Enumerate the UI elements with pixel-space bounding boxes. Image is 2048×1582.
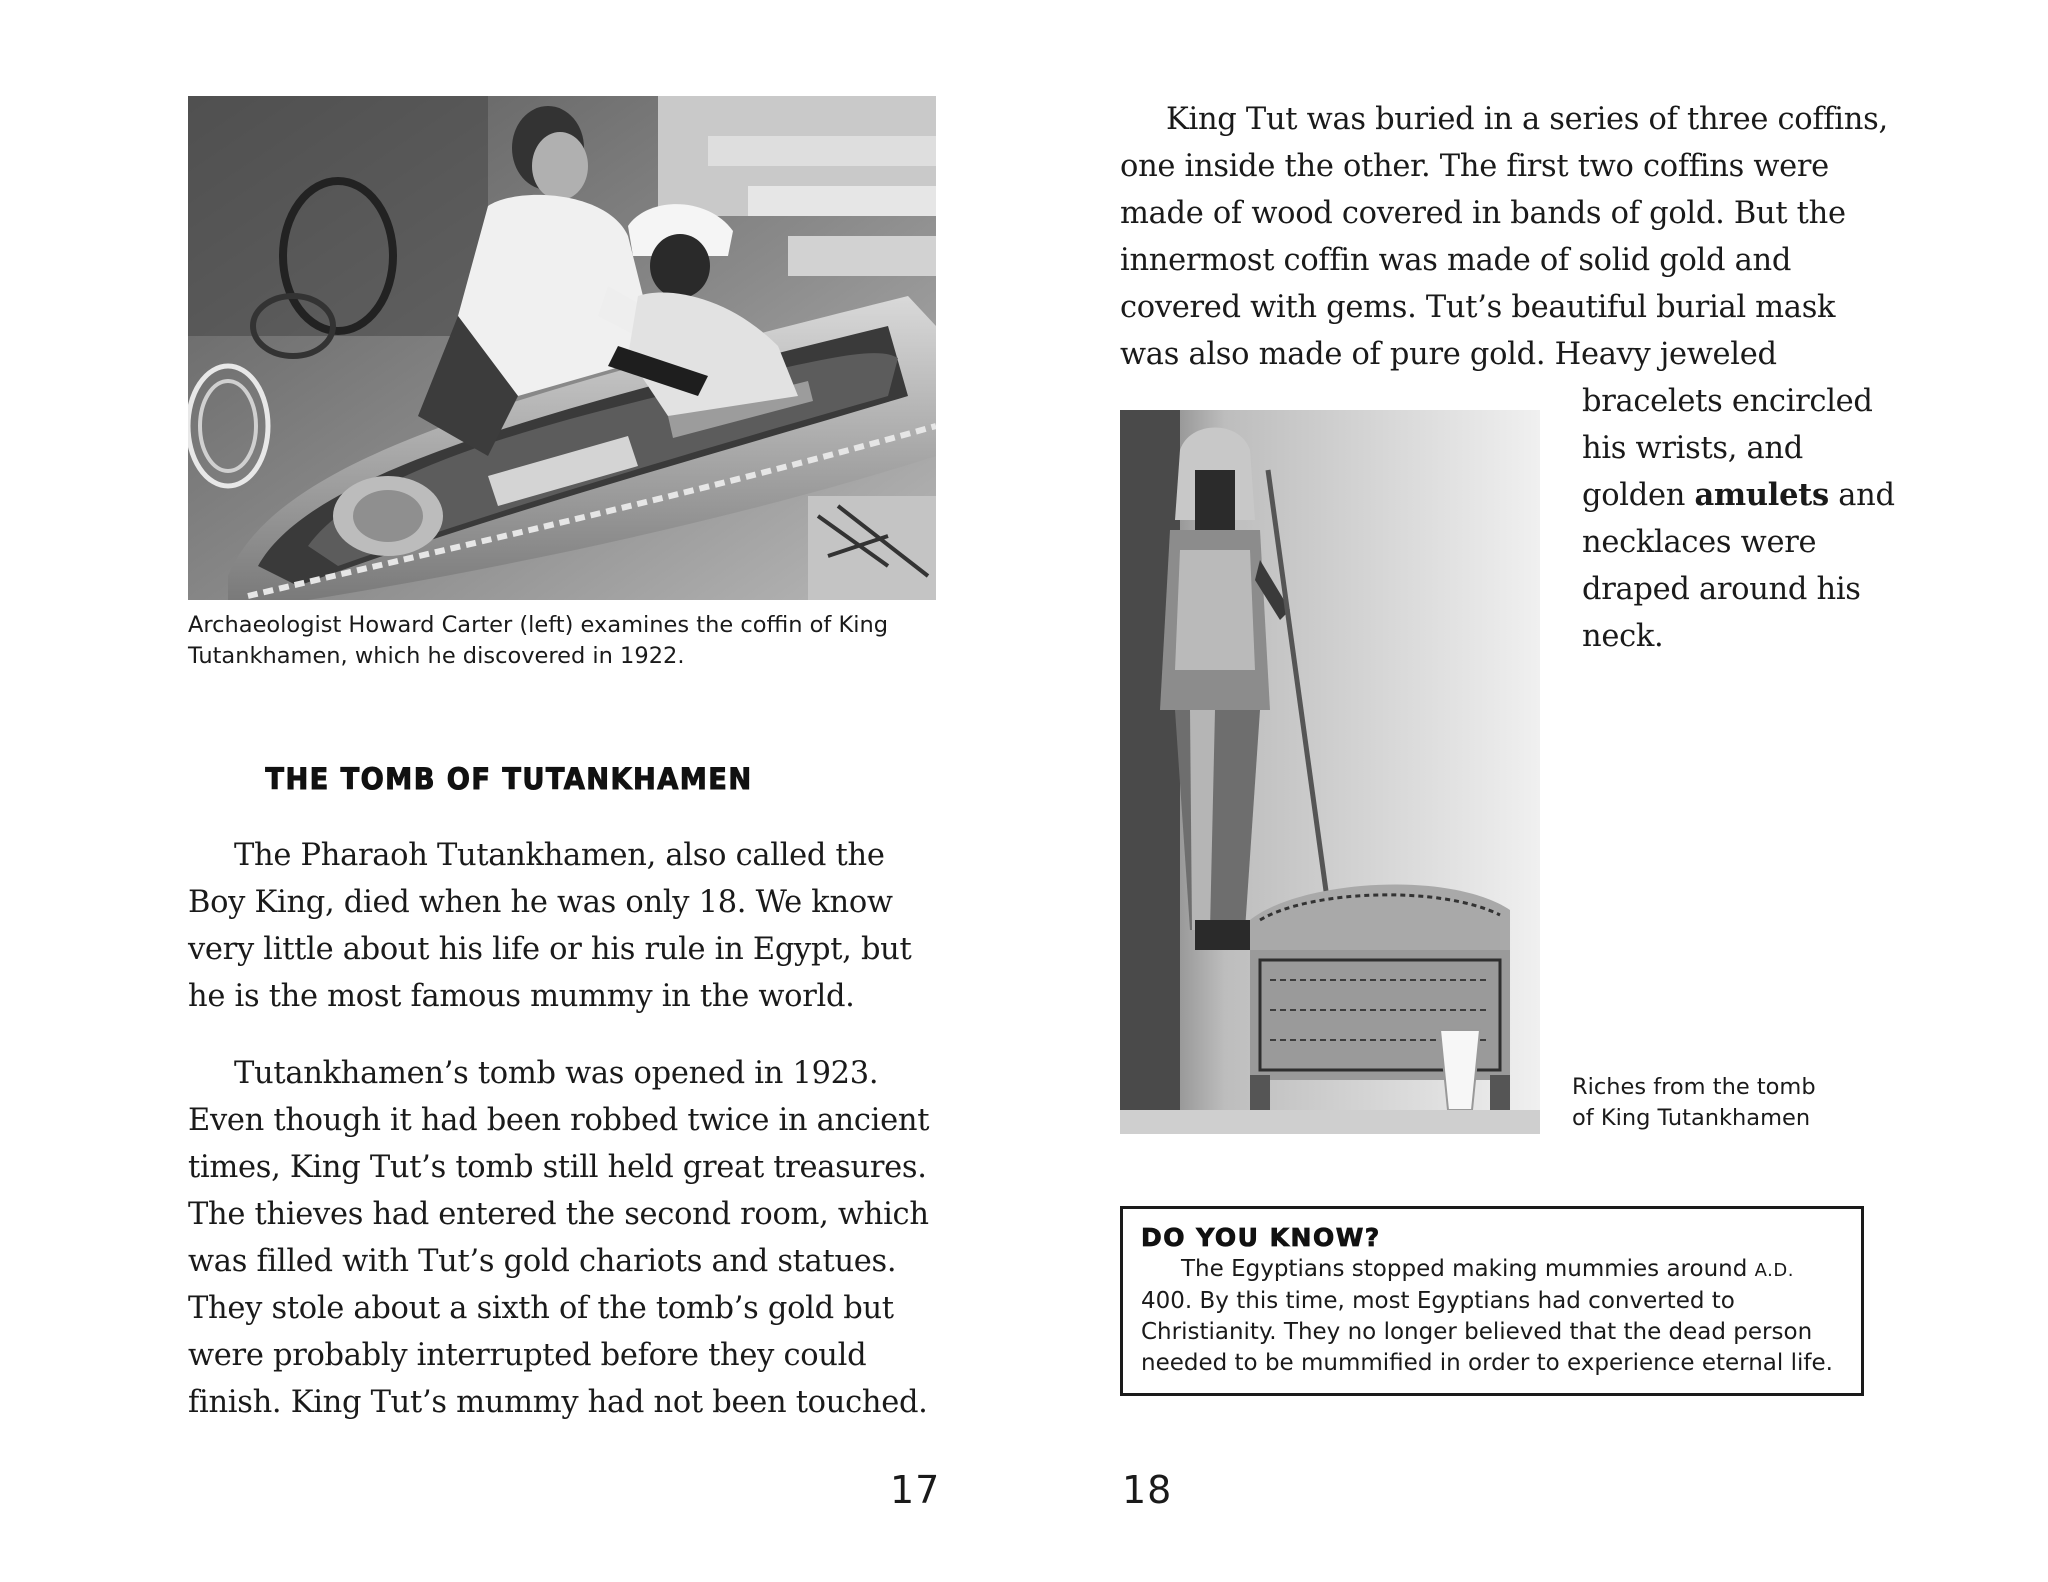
section-heading: THE TOMB OF TUTANKHAMEN [265, 762, 753, 796]
paragraph-tomb-opened-text: Tutankhamen’s tomb was opened in 1923. Even though it had been robbed twice in ancient times, King Tut’s tomb still held great treasures. The thieves had entered the second room, which was filled with Tut’s gold chariots and statues. They stole about a sixth of the tomb’s gold but were probably interrupted before they could finish. King Tut’s mummy had not been touched. [188, 1056, 930, 1420]
glossary-term-amulets: amulets [1694, 477, 1829, 513]
do-you-know-text-after-era: 400. By this time, most Egyptians had converted to Christianity. They no longer believed that the dead person needed to be mummified in order to experience eternal life. [1141, 1288, 1833, 1376]
page-number-right: 18 [1122, 1468, 1173, 1512]
tomb-riches-photo [1120, 410, 1540, 1134]
carter-photo-caption: Archaeologist Howard Carter (left) examines the coffin of King Tutankhamen, which he discovered in 1922. [188, 612, 889, 669]
caption-line-1: Riches from the tomb [1572, 1074, 1816, 1100]
paragraph-boy-king [188, 832, 948, 1020]
do-you-know-title: DO YOU KNOW? [1141, 1223, 1381, 1252]
tomb-riches-caption [1572, 1072, 1872, 1134]
right-page [1024, 0, 2048, 1582]
paragraph-tomb-opened [188, 1050, 948, 1426]
carter-coffin-illustration [188, 96, 936, 600]
paragraph-three-coffins-text: King Tut was buried in a series of three coffins, one inside the other. The first two coffins were made of wood covered in bands of gold. But the innermost coffin was made of solid gold and covered with gems. Tut’s beautiful burial mask was also made of pure gold. Heavy jeweled [1120, 102, 1888, 372]
paragraph-wrap-before: bracelets encircled his wrists, and golden [1582, 384, 1873, 513]
era-abbreviation: A.D. [1754, 1260, 1794, 1281]
do-you-know-box [1120, 1206, 1864, 1396]
do-you-know-text [1141, 1254, 1843, 1379]
paragraph-three-coffins-wrap [1582, 378, 1902, 660]
paragraph-boy-king-text: The Pharaoh Tutankhamen, also called the Boy King, died when he was only 18. We know very little about his life or his rule in Egypt, but he is the most famous mummy in the world. [188, 838, 912, 1014]
caption-line-2: of King Tutankhamen [1572, 1105, 1811, 1131]
paragraph-three-coffins [1120, 96, 1900, 378]
tomb-riches-illustration [1120, 410, 1540, 1134]
do-you-know-text-before-era: The Egyptians stopped making mummies around [1181, 1256, 1748, 1282]
paragraph-wrap-after: and necklaces were draped around his neck. [1582, 478, 1895, 654]
page-number-left: 17 [890, 1468, 941, 1512]
carter-coffin-photo [188, 96, 936, 600]
